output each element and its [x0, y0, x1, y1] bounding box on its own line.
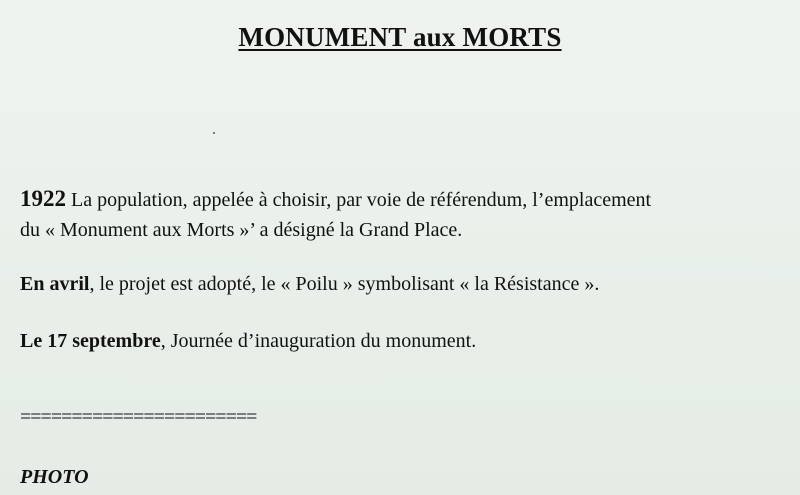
paragraph-1922-line2: du « Monument aux Morts »’ a désigné la Grand Place. [20, 219, 463, 241]
paragraph-septembre-lead: Le 17 septembre [20, 330, 161, 352]
year-1922: 1922 [20, 186, 66, 211]
paragraph-avril-lead: En avril [20, 273, 90, 295]
photo-label: PHOTO [20, 466, 89, 488]
paragraph-1922-line1: La population, appelée à choisir, par voie de référendum, l’emplacement [66, 189, 652, 211]
separator-line: ======================= [20, 406, 257, 428]
paragraph-septembre [20, 326, 790, 356]
document-title: MONUMENT aux MORTS [238, 22, 562, 52]
speck-mark [213, 132, 215, 134]
paragraph-avril [20, 269, 790, 299]
paragraph-septembre-text: , Journée d’inauguration du monument. [160, 330, 477, 352]
paragraph-1922 [20, 184, 790, 245]
paragraph-avril-text: , le projet est adopté, le « Poilu » symbolisant « la Résistance ». [89, 273, 600, 295]
